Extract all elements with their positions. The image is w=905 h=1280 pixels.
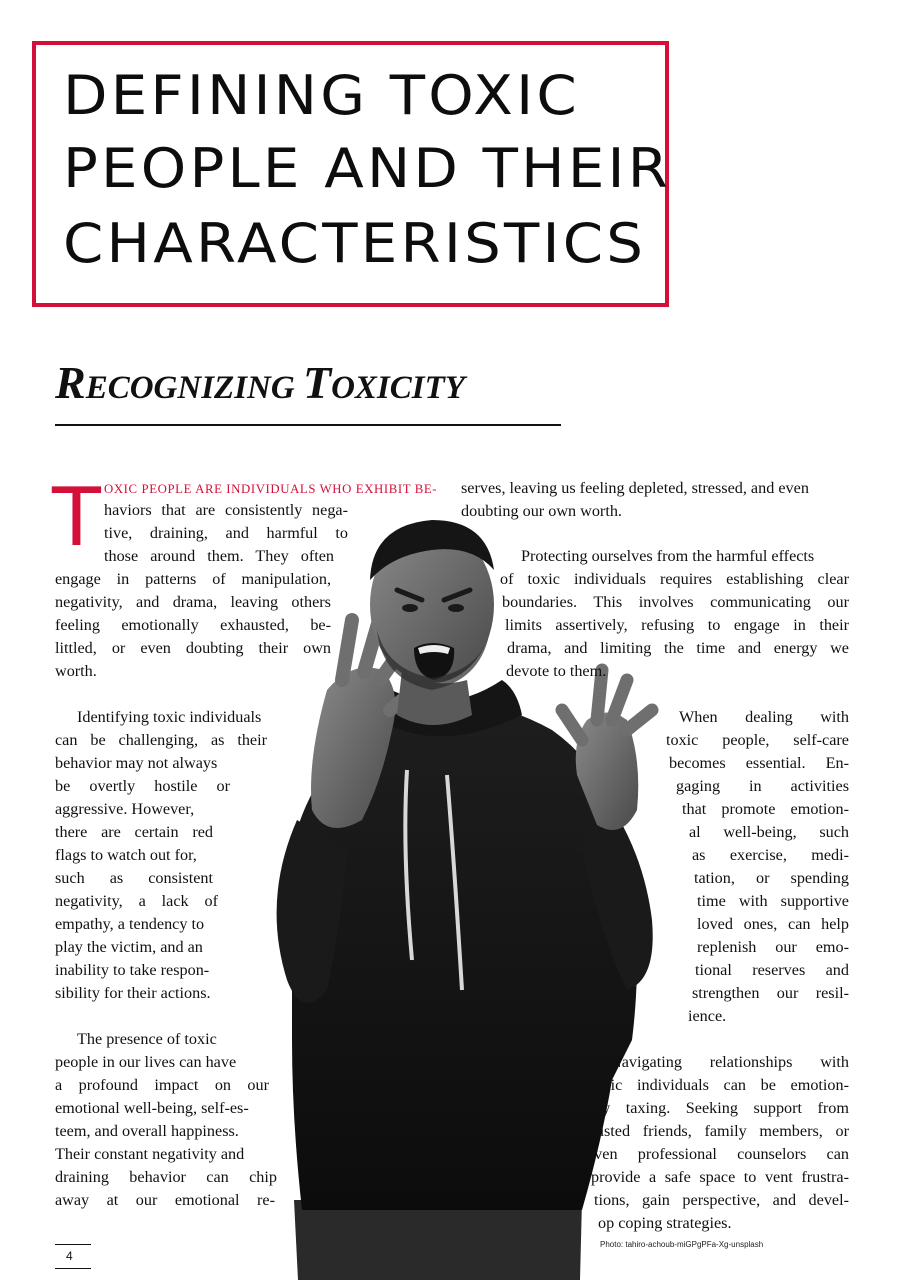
right-line: When dealing with <box>679 708 849 726</box>
title-line-1: DEFINING TOXIC <box>63 64 580 127</box>
left-line: negativity, a lack of <box>55 892 218 910</box>
left-line: Identifying toxic individuals <box>77 708 262 726</box>
page-number: 4 <box>66 1249 73 1263</box>
right-line: loved ones, can help <box>697 915 849 933</box>
right-line: Navigating relationships with <box>610 1053 849 1071</box>
left-line: flags to watch out for, <box>55 846 197 864</box>
left-line: feeling emotionally exhausted, be- <box>55 616 331 634</box>
subheading-rest-2: OXICITY <box>331 370 465 406</box>
right-line: gaging in activities <box>676 777 849 795</box>
page-number-rule-top <box>55 1244 91 1245</box>
intro-smallcaps <box>104 478 442 499</box>
right-line: becomes essential. En- <box>669 754 849 772</box>
right-line: trusted friends, family members, or <box>586 1122 849 1140</box>
left-line: be overtly hostile or <box>55 777 230 795</box>
right-line: ience. <box>688 1007 727 1025</box>
right-line: serves, leaving us feeling depleted, stressed, and even <box>461 479 809 497</box>
left-line: behavior may not always <box>55 754 218 772</box>
left-line: such as consistent <box>55 869 213 887</box>
left-line: emotional well-being, self-es- <box>55 1099 249 1117</box>
right-line: even professional counselors can <box>587 1145 849 1163</box>
right-line: limits assertively, refusing to engage in their <box>505 616 849 634</box>
left-line: sibility for their actions. <box>55 984 211 1002</box>
left-line: tive, draining, and harmful to <box>104 524 348 542</box>
page-number-rule-bottom <box>55 1268 91 1269</box>
right-line: ally taxing. Seeking support from <box>586 1099 849 1117</box>
right-line: op coping strategies. <box>598 1214 732 1232</box>
subheading-rule <box>55 424 561 426</box>
right-line: toxic people, self-care <box>666 731 849 749</box>
left-line: The presence of toxic <box>77 1030 217 1048</box>
left-line: there are certain red <box>55 823 213 841</box>
subheading-initial-2: T <box>302 357 332 408</box>
subheading-rest-1: ECOGNIZING <box>85 370 303 406</box>
right-line: tions, gain perspective, and devel- <box>594 1191 849 1209</box>
right-line: strengthen our resil- <box>692 984 849 1002</box>
right-line: devote to them. <box>506 662 607 680</box>
right-line: of toxic individuals requires establishing clear <box>500 570 849 588</box>
photo-caption: Photo: tahiro-achoub-miGPgPFa-Xg-unsplash <box>600 1240 764 1249</box>
left-line: engage in patterns of manipulation, <box>55 570 331 588</box>
left-line: littled, or even doubting their own <box>55 639 331 657</box>
right-line: toxic individuals can be emotion- <box>590 1076 849 1094</box>
left-line: haviors that are consistently nega- <box>104 501 348 519</box>
left-line: negativity, and drama, leaving others <box>55 593 331 611</box>
left-line: worth. <box>55 662 97 680</box>
right-line: doubting our own worth. <box>461 502 622 520</box>
left-line: people in our lives can have <box>55 1053 237 1071</box>
subheading-initial-1: R <box>55 357 86 408</box>
right-line: boundaries. This involves communicating our <box>502 593 849 611</box>
right-line: tional reserves and <box>695 961 849 979</box>
left-line: play the victim, and an <box>55 938 203 956</box>
left-line: inability to take respon- <box>55 961 210 979</box>
left-line: away at our emotional re- <box>55 1191 275 1209</box>
left-line: can be challenging, as their <box>55 731 267 749</box>
right-line: as exercise, medi- <box>692 846 849 864</box>
left-line: Their constant negativity and <box>55 1145 245 1163</box>
right-line: Protecting ourselves from the harmful effects <box>521 547 815 565</box>
right-line: tation, or spending <box>694 869 849 887</box>
title-box <box>32 41 672 307</box>
left-line: draining behavior can chip <box>55 1168 277 1186</box>
title-line-3: CHARACTERISTICS <box>63 212 647 275</box>
left-line: aggressive. However, <box>55 800 195 818</box>
left-line: a profound impact on our <box>55 1076 269 1094</box>
left-line: teem, and overall happiness. <box>55 1122 239 1140</box>
right-line: replenish our emo- <box>697 938 849 956</box>
left-line: empathy, a tendency to <box>55 915 205 933</box>
drop-cap: T <box>52 471 101 564</box>
right-line: time with supportive <box>697 892 849 910</box>
right-line: provide a safe space to vent frustra- <box>591 1168 849 1186</box>
title-line-2: PEOPLE AND THEIR <box>63 137 672 200</box>
right-line: al well-being, such <box>689 823 849 841</box>
section-subheading <box>55 357 465 408</box>
left-line: those around them. They often <box>104 547 334 565</box>
right-line: drama, and limiting the time and energy we <box>507 639 849 657</box>
right-line: that promote emotion- <box>682 800 849 818</box>
intro-smallcaps-text: OXIC PEOPLE ARE INDIVIDUALS WHO EXHIBIT BE- <box>104 482 438 496</box>
